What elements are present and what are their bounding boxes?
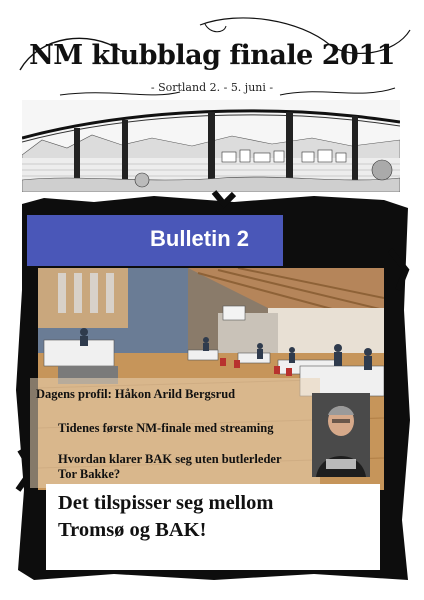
headline-streaming: Tidenes første NM-finale med streaming <box>58 421 274 435</box>
player-portrait-photo <box>312 393 370 477</box>
headline-bak-line2: Tor Bakke? <box>58 467 121 481</box>
page-title: NM klubblag finale 2011 <box>29 40 395 71</box>
headline-profile: Dagens profil: Håkon Arild Bergsrud <box>36 387 236 401</box>
headline-bak-line1: Hvordan klarer BAK seg uten butlerleder <box>58 452 282 466</box>
lead-story-line2: Tromsø og BAK! <box>58 519 207 541</box>
lead-story <box>58 490 273 544</box>
bridge-sketch <box>22 100 400 192</box>
bulletin-label: Bulletin 2 <box>150 226 250 251</box>
lead-story-line1: Det tilspisser seg mellom <box>58 492 274 514</box>
portrait-figure <box>312 393 370 477</box>
event-subtitle: - Sortland 2. - 5. juni - <box>150 81 274 94</box>
headline-bak <box>58 452 282 482</box>
